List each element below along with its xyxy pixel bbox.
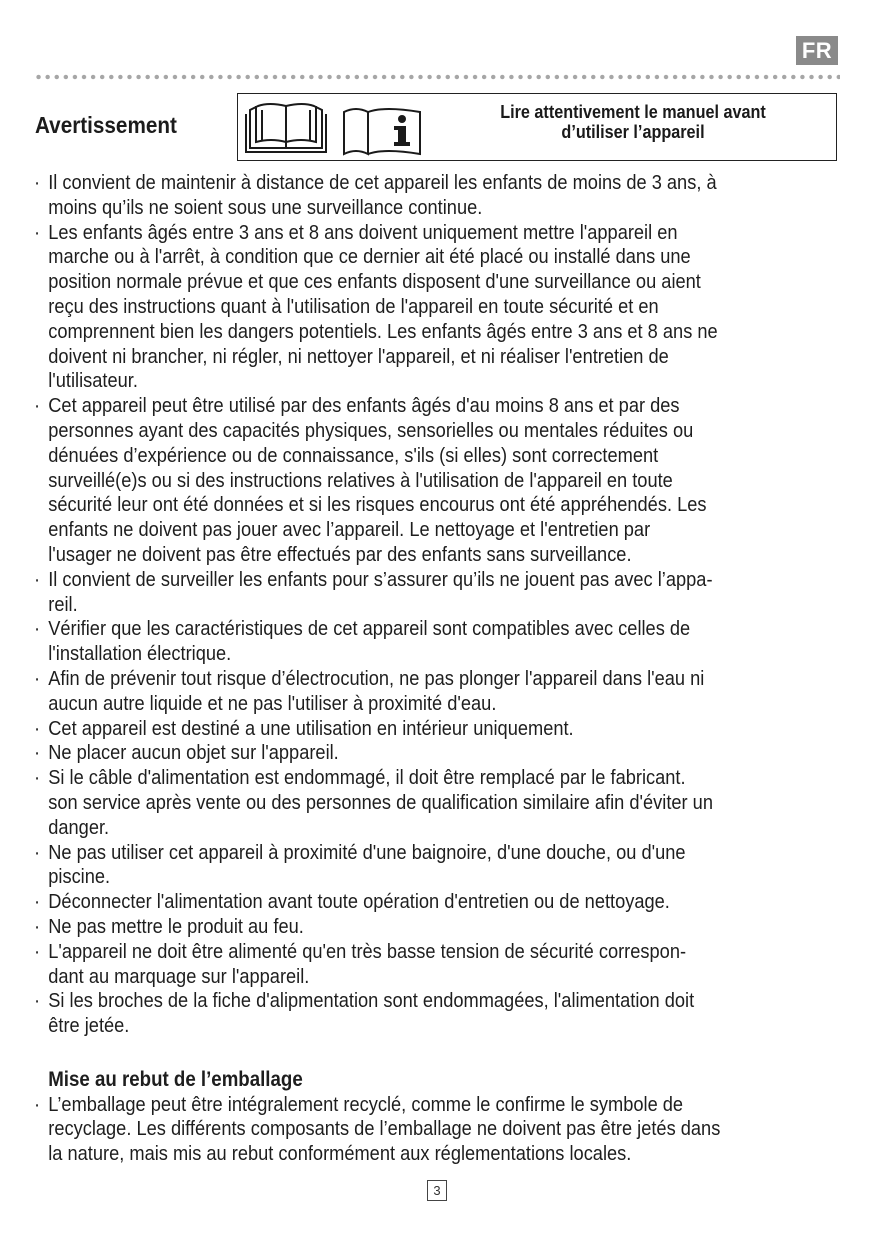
bullet-mark: ·	[34, 840, 41, 864]
bullet-text-line: sécurité leur ont été données et si les risques encourus ont été appréhendés. Les	[48, 493, 707, 517]
bullet-item	[34, 1093, 782, 1167]
bullet-text-line: marche ou à l'arrêt, à condition que ce dernier ait été placé ou installé dans une	[48, 245, 691, 269]
bullet-text-line: comprennent bien les dangers potentiels. Les enfants âgés entre 3 ans et 8 ans ne	[48, 319, 718, 343]
bullet-text-line: surveillé(e)s ou si des instructions relatives à l'utilisation de l'appareil en toute	[48, 468, 673, 492]
bullet-mark: ·	[34, 567, 41, 591]
bullet-item	[34, 617, 782, 667]
bullet-mark: ·	[34, 741, 41, 765]
language-badge: FR	[796, 36, 838, 65]
notice-line: Lire attentivement le manuel avant	[500, 102, 766, 122]
bullet-mark: ·	[34, 1092, 41, 1116]
disposal-list	[34, 1093, 874, 1167]
bullet-text-line: Ne pas mettre le produit au feu.	[48, 914, 304, 938]
bullet-text-line: reçu des instructions quant à l'utilisation de l'appareil en toute sécurité et en	[48, 294, 659, 318]
bullet-text-line: Ne pas utiliser cet appareil à proximité d'une baignoire, d'une douche, ou d'une	[48, 840, 686, 864]
manual-notice-box	[237, 93, 837, 161]
bullet-text-line: L’emballage peut être intégralement recyclé, comme le confirme le symbole de	[48, 1092, 684, 1116]
bullet-text-line: dant au marquage sur l'appareil.	[48, 964, 310, 988]
bullet-text-line: piscine.	[48, 865, 111, 889]
bullet-text-line: l'utilisateur.	[48, 369, 138, 393]
bullet-text-line: aucun autre liquide et ne pas l'utiliser à proximité d'eau.	[48, 691, 497, 715]
bullet-item	[34, 741, 782, 766]
bullet-item	[34, 841, 782, 891]
bullet-text-line: Ne placer aucun objet sur l'appareil.	[48, 741, 339, 765]
information-manual-icon	[344, 109, 420, 154]
bullet-item	[34, 940, 782, 990]
bullet-mark: ·	[34, 617, 41, 641]
bullet-mark: ·	[34, 220, 41, 244]
bullet-text-line: doivent ni brancher, ni régler, ni nettoyer l'appareil, et ni réaliser l'entretien de	[48, 344, 669, 368]
manual-notice-text	[458, 102, 809, 142]
bullet-text-line: Cet appareil est destiné a une utilisation en intérieur uniquement.	[48, 716, 574, 740]
bullet-item	[34, 394, 782, 568]
warning-content	[34, 171, 874, 1167]
bullet-item	[34, 766, 782, 840]
bullet-mark: ·	[34, 766, 41, 790]
bullet-text-line: dénuées d’expérience ou de connaissance, s'ils (si elles) sont correctement	[48, 443, 659, 467]
bullet-text-line: moins qu’ils ne soient sous une surveillance continue.	[48, 195, 483, 219]
bullet-text-line: son service après vente ou des personnes de qualification similaire afin d'éviter un	[48, 790, 713, 814]
bullet-item	[34, 989, 782, 1039]
bullet-mark: ·	[34, 939, 41, 963]
bullet-text-line: l'installation électrique.	[48, 642, 232, 666]
bullet-item	[34, 171, 782, 221]
bullet-text-line: reil.	[48, 592, 78, 616]
bullet-mark: ·	[34, 716, 41, 740]
bullet-text-line: recyclage. Les différents composants de l’emballage ne doivent pas être jetés dans	[48, 1117, 721, 1141]
bullet-text-line: Si le câble d'alimentation est endommagé, il doit être remplacé par le fabricant.	[48, 766, 686, 790]
bullet-mark: ·	[34, 989, 41, 1013]
bullet-text-line: danger.	[48, 815, 110, 839]
bullet-text-line: Afin de prévenir tout risque d’électrocution, ne pas plonger l'appareil dans l'eau ni	[48, 666, 705, 690]
bullet-item	[34, 890, 782, 915]
bullet-text-line: Si les broches de la fiche d'alipmentation sont endommagées, l'alimentation doit	[48, 989, 695, 1013]
bullet-mark: ·	[34, 914, 41, 938]
bullet-item	[34, 568, 782, 618]
bullet-mark: ·	[34, 394, 41, 418]
bullet-text-line: l'usager ne doivent pas être effectués par des enfants sans surveillance.	[48, 542, 632, 566]
warning-heading: Avertissement	[35, 112, 177, 138]
bullet-mark: ·	[34, 666, 41, 690]
open-book-icon	[246, 104, 326, 152]
bullet-text-line: être jetée.	[48, 1014, 130, 1038]
bullet-text-line: Déconnecter l'alimentation avant toute opération d'entretien ou de nettoyage.	[48, 890, 670, 914]
bullet-text-line: Cet appareil peut être utilisé par des enfants âgés d'au moins 8 ans et par des	[48, 394, 680, 418]
bullet-item	[34, 915, 782, 940]
bullet-text-line: Il convient de maintenir à distance de cet appareil les enfants de moins de 3 ans, à	[48, 171, 717, 194]
bullet-mark: ·	[34, 171, 41, 194]
bullet-item	[34, 717, 782, 742]
bullet-text-line: enfants ne doivent pas jouer avec l’appareil. Le nettoyage et l'entretien par	[48, 518, 651, 542]
bullet-mark: ·	[34, 890, 41, 914]
bullet-text-line: position normale prévue et que ces enfants disposent d'une surveillance ou aient	[48, 270, 701, 294]
bullet-text-line: personnes ayant des capacités physiques, sensorielles ou mentales réduites ou	[48, 418, 694, 442]
bullet-item	[34, 667, 782, 717]
bullet-text-line: Les enfants âgés entre 3 ans et 8 ans doivent uniquement mettre l'appareil en	[48, 220, 678, 244]
bullet-text-line: L'appareil ne doit être alimenté qu'en très basse tension de sécurité correspon-	[48, 939, 687, 963]
bullet-text-line: Vérifier que les caractéristiques de cet appareil sont compatibles avec celles de	[48, 617, 691, 641]
warning-list	[34, 171, 874, 1039]
bullet-item	[34, 221, 782, 395]
manual-icons	[244, 96, 424, 158]
bullet-text-line: la nature, mais mis au rebut conformément aux réglementations locales.	[48, 1142, 632, 1166]
disposal-heading: Mise au rebut de l’emballage	[48, 1067, 303, 1091]
notice-line: d’utiliser l’appareil	[561, 122, 705, 142]
dotted-divider	[34, 74, 840, 80]
page-number: 3	[427, 1180, 447, 1201]
bullet-text-line: Il convient de surveiller les enfants pour s’assurer qu’ils ne jouent pas avec l’appa-	[48, 567, 713, 591]
